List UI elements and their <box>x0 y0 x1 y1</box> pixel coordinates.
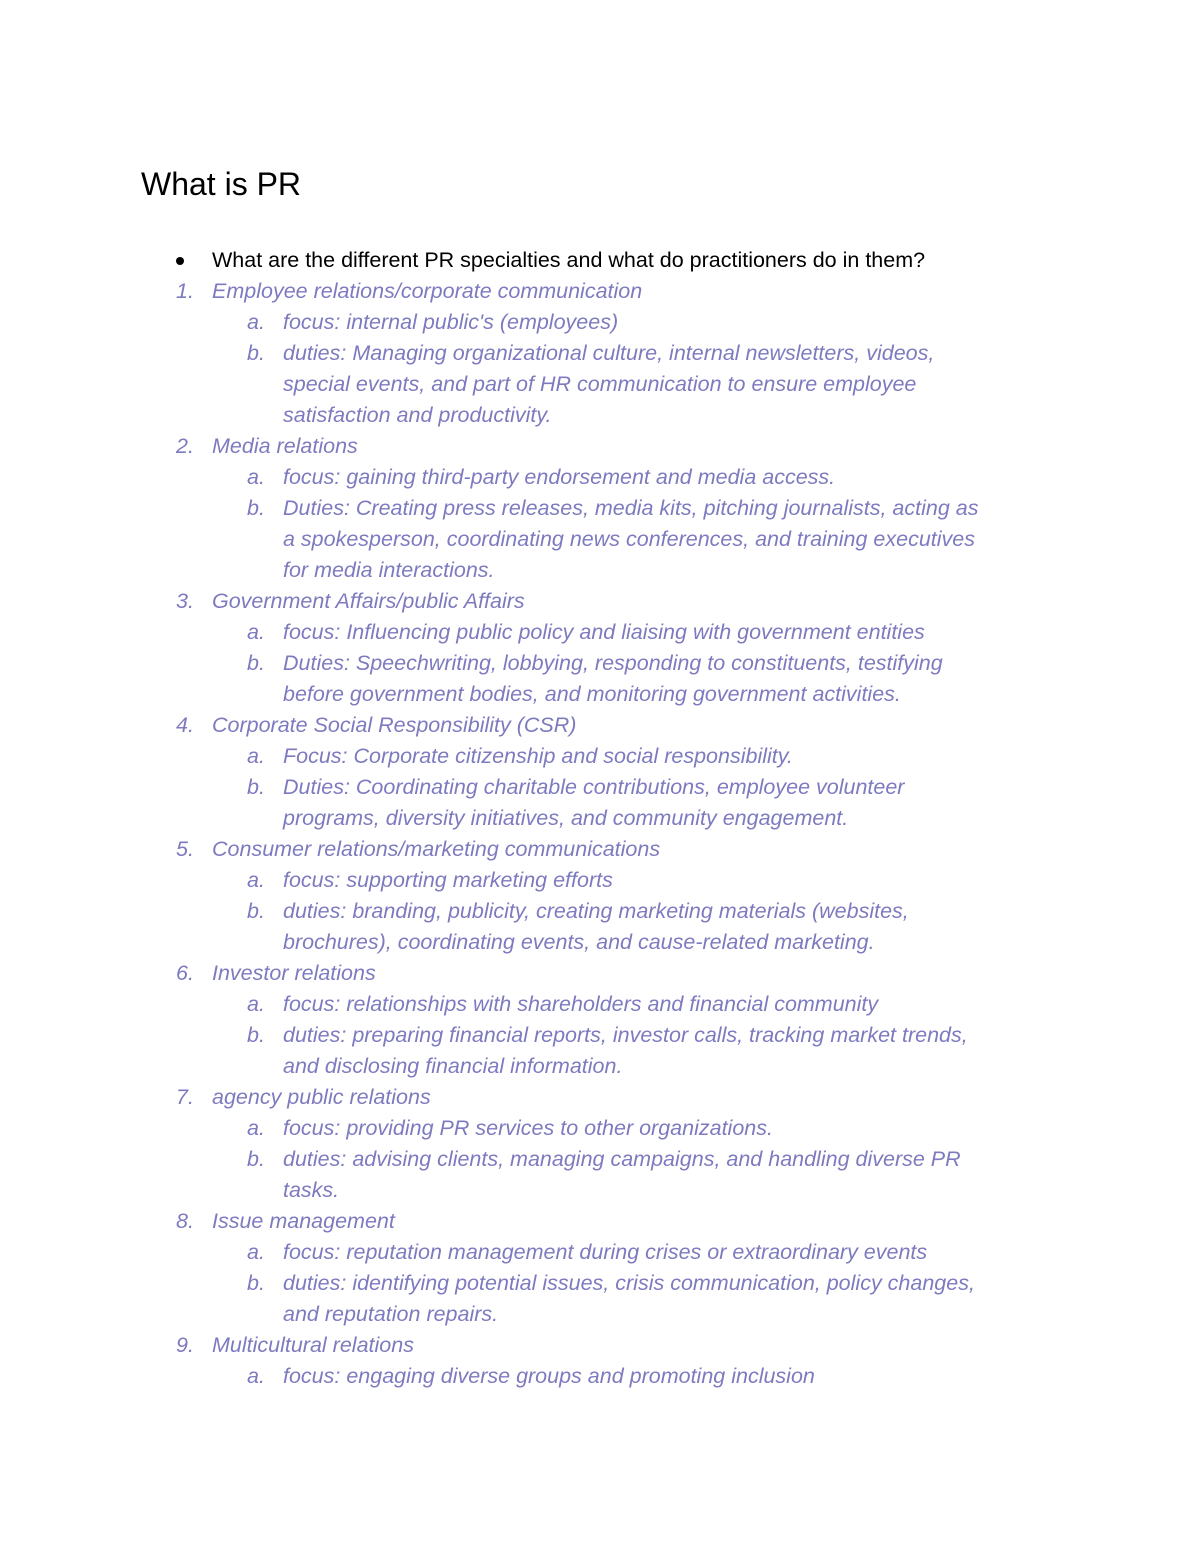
specialty-heading <box>0 276 1200 307</box>
specialty-name: Consumer relations/marketing communications <box>212 837 661 861</box>
duties-line <box>0 1020 1200 1051</box>
list-letter: a. <box>247 620 265 644</box>
focus-line <box>0 741 1200 772</box>
list-number: 5. <box>176 837 194 861</box>
specialty-name: Investor relations <box>212 961 376 985</box>
focus-line <box>0 989 1200 1020</box>
focus-line <box>0 865 1200 896</box>
specialty-item <box>0 1330 1200 1392</box>
page-title: What is PR <box>141 166 302 202</box>
duties-line <box>0 1051 1200 1082</box>
list-number: 1. <box>176 279 194 303</box>
question-text: What are the different PR specialties and what do practitioners do in them? <box>212 248 926 272</box>
list-letter: a. <box>247 1116 265 1140</box>
list-letter: b. <box>247 651 265 675</box>
specialty-item <box>0 1206 1200 1330</box>
duties-line <box>0 493 1200 524</box>
specialty-name: Employee relations/corporate communication <box>212 279 643 303</box>
duties-text: duties: preparing financial reports, investor calls, tracking market trends, <box>283 1023 968 1047</box>
specialty-heading <box>0 1206 1200 1237</box>
list-letter: b. <box>247 1147 265 1171</box>
duties-text: Duties: Speechwriting, lobbying, responding to constituents, testifying <box>283 651 943 675</box>
list-letter: a. <box>247 868 265 892</box>
document-body <box>0 245 1200 1392</box>
list-letter: a. <box>247 744 265 768</box>
list-number: 8. <box>176 1209 194 1233</box>
duties-text: a spokesperson, coordinating news conferences, and training executives <box>283 527 975 551</box>
duties-text: and reputation repairs. <box>283 1302 499 1326</box>
list-letter: b. <box>247 496 265 520</box>
specialty-name: Corporate Social Responsibility (CSR) <box>212 713 577 737</box>
focus-line <box>0 1361 1200 1392</box>
list-letter: b. <box>247 1023 265 1047</box>
duties-line <box>0 555 1200 586</box>
duties-text: Duties: Creating press releases, media kits, pitching journalists, acting as <box>283 496 979 520</box>
specialty-item <box>0 710 1200 834</box>
bullet-icon <box>176 257 184 265</box>
duties-line <box>0 524 1200 555</box>
focus-text: focus: internal public's (employees) <box>283 310 619 334</box>
specialty-heading <box>0 586 1200 617</box>
duties-line <box>0 648 1200 679</box>
focus-line <box>0 617 1200 648</box>
specialty-heading <box>0 958 1200 989</box>
duties-line <box>0 400 1200 431</box>
duties-text: satisfaction and productivity. <box>283 403 552 427</box>
list-number: 2. <box>176 434 194 458</box>
specialty-heading <box>0 710 1200 741</box>
duties-text: programs, diversity initiatives, and community engagement. <box>283 806 849 830</box>
duties-text: special events, and part of HR communication to ensure employee <box>283 372 917 396</box>
duties-text: duties: advising clients, managing campaigns, and handling diverse PR <box>283 1147 961 1171</box>
duties-line <box>0 772 1200 803</box>
specialty-name: Government Affairs/public Affairs <box>212 589 525 613</box>
focus-line <box>0 1237 1200 1268</box>
duties-text: for media interactions. <box>283 558 495 582</box>
list-number: 9. <box>176 1333 194 1357</box>
duties-line <box>0 1144 1200 1175</box>
focus-text: focus: reputation management during crises or extraordinary events <box>283 1240 928 1264</box>
duties-text: duties: branding, publicity, creating marketing materials (websites, <box>283 899 909 923</box>
bullet-question <box>0 245 1200 276</box>
list-letter: a. <box>247 310 265 334</box>
focus-text: focus: relationships with shareholders and financial community <box>283 992 879 1016</box>
focus-text: focus: gaining third-party endorsement and media access. <box>283 465 836 489</box>
duties-line <box>0 803 1200 834</box>
duties-text: before government bodies, and monitoring government activities. <box>283 682 901 706</box>
duties-line <box>0 1268 1200 1299</box>
specialty-item <box>0 1082 1200 1206</box>
specialty-item <box>0 834 1200 958</box>
list-number: 4. <box>176 713 194 737</box>
specialty-heading <box>0 834 1200 865</box>
specialty-heading <box>0 1082 1200 1113</box>
focus-text: focus: providing PR services to other organizations. <box>283 1116 773 1140</box>
list-letter: a. <box>247 465 265 489</box>
duties-text: duties: identifying potential issues, crisis communication, policy changes, <box>283 1271 975 1295</box>
duties-line <box>0 369 1200 400</box>
duties-line <box>0 927 1200 958</box>
list-number: 7. <box>176 1085 194 1109</box>
specialty-item <box>0 586 1200 710</box>
duties-line <box>0 1175 1200 1206</box>
list-letter: a. <box>247 1240 265 1264</box>
specialty-heading <box>0 1330 1200 1361</box>
list-number: 3. <box>176 589 194 613</box>
specialties-list <box>0 276 1200 1392</box>
list-number: 6. <box>176 961 194 985</box>
focus-line <box>0 462 1200 493</box>
specialty-heading <box>0 431 1200 462</box>
specialty-item <box>0 276 1200 431</box>
duties-line <box>0 1299 1200 1330</box>
focus-line <box>0 1113 1200 1144</box>
duties-text: and disclosing financial information. <box>283 1054 623 1078</box>
duties-line <box>0 679 1200 710</box>
list-letter: b. <box>247 899 265 923</box>
list-letter: b. <box>247 1271 265 1295</box>
specialty-item <box>0 431 1200 586</box>
specialty-name: Multicultural relations <box>212 1333 414 1357</box>
list-letter: a. <box>247 1364 265 1388</box>
focus-line <box>0 307 1200 338</box>
focus-text: focus: engaging diverse groups and promoting inclusion <box>283 1364 815 1388</box>
specialty-name: Issue management <box>212 1209 395 1233</box>
specialty-name: agency public relations <box>212 1085 431 1109</box>
duties-text: brochures), coordinating events, and cause-related marketing. <box>283 930 875 954</box>
duties-text: tasks. <box>283 1178 340 1202</box>
specialty-item <box>0 958 1200 1082</box>
duties-text: duties: Managing organizational culture, internal newsletters, videos, <box>283 341 935 365</box>
duties-line <box>0 896 1200 927</box>
specialty-name: Media relations <box>212 434 358 458</box>
list-letter: a. <box>247 992 265 1016</box>
duties-line <box>0 338 1200 369</box>
focus-text: Focus: Corporate citizenship and social responsibility. <box>283 744 793 768</box>
list-letter: b. <box>247 341 265 365</box>
list-letter: b. <box>247 775 265 799</box>
focus-text: focus: Influencing public policy and liaising with government entities <box>283 620 925 644</box>
focus-text: focus: supporting marketing efforts <box>283 868 613 892</box>
duties-text: Duties: Coordinating charitable contributions, employee volunteer <box>283 775 905 799</box>
